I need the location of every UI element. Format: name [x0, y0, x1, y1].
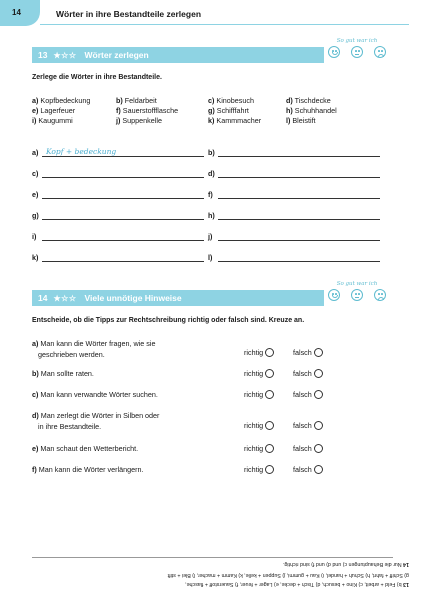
answer-line-f[interactable]: f) [208, 189, 380, 199]
answer-line-k[interactable]: k) [32, 252, 204, 262]
task-13-header [32, 47, 324, 63]
sad-face-icon[interactable] [374, 46, 386, 58]
neutral-face-icon[interactable] [351, 289, 363, 301]
word-list [32, 96, 392, 126]
word-item: j) Suppenkelle [116, 116, 162, 125]
checkbox-circle-icon [265, 465, 274, 474]
page-number: 14 [12, 8, 21, 17]
statement-text: f) Man kann die Wörter verlängern. [32, 465, 144, 474]
answer-line-e[interactable]: e) [32, 189, 204, 199]
task-14-header [32, 290, 324, 306]
solution-line-1: 13 b) Feld + arbeit, c) Kino + besuch, d) Tisch + decke, e) Lager + feuer, f) Sauerstoff + flasche, [185, 581, 409, 587]
solution-line-3: 14 Nur die Behauptungen c) und d) und f) sind richtig. [282, 561, 409, 567]
checkbox-circle-icon [314, 421, 323, 430]
sad-face-icon[interactable] [374, 289, 386, 301]
task-14-instruction: Entscheide, ob die Tipps zur Rechtschreibung richtig oder falsch sind. Kreuze an. [32, 317, 305, 324]
answer-line-l[interactable]: l) [208, 252, 380, 262]
neutral-face-icon[interactable] [351, 46, 363, 58]
checkbox-circle-icon [265, 444, 274, 453]
task-13-number: 13 [38, 50, 48, 60]
word-item: b) Feldarbeit [116, 96, 157, 105]
task-14-self-rating [328, 281, 386, 301]
checkbox-circle-icon [314, 348, 323, 357]
true-option[interactable]: richtig [244, 390, 274, 399]
checkbox-circle-icon [314, 465, 323, 474]
happy-face-icon[interactable] [328, 289, 340, 301]
answer-line-j[interactable]: j) [208, 231, 380, 241]
checkbox-circle-icon [265, 421, 274, 430]
word-item: f) Sauerstoffflasche [116, 106, 179, 115]
word-item: g) Schifffahrt [208, 106, 249, 115]
checkbox-circle-icon [265, 390, 274, 399]
false-option[interactable]: falsch [293, 369, 323, 378]
checkbox-circle-icon [265, 348, 274, 357]
checkbox-circle-icon [314, 369, 323, 378]
false-option[interactable]: falsch [293, 421, 323, 430]
false-option[interactable]: falsch [293, 444, 323, 453]
title-rule [40, 24, 409, 25]
answer-line-g[interactable]: g) [32, 210, 204, 220]
statement-text: b) Man sollte raten. [32, 369, 94, 378]
answer-line-i[interactable]: i) [32, 231, 204, 241]
answer-line-b[interactable]: b) [208, 147, 380, 157]
handwritten-answer: Kopf + bedeckung [46, 147, 117, 156]
answer-line-d[interactable]: d) [208, 168, 380, 178]
true-option[interactable]: richtig [244, 465, 274, 474]
checkbox-circle-icon [314, 444, 323, 453]
task-13-self-rating [328, 38, 386, 58]
task-14-title: Viele unnötige Hinweise [84, 293, 182, 303]
word-item: h) Schuhhandel [286, 106, 337, 115]
page-number-tab [0, 0, 40, 26]
task-13-title: Wörter zerlegen [84, 50, 149, 60]
false-option[interactable]: falsch [293, 348, 323, 357]
answer-line-c[interactable]: c) [32, 168, 204, 178]
true-option[interactable]: richtig [244, 444, 274, 453]
word-item: k) Kammmacher [208, 116, 262, 125]
true-option[interactable]: richtig [244, 348, 274, 357]
word-item: e) Lagerfeuer [32, 106, 76, 115]
word-item: c) Kinobesuch [208, 96, 254, 105]
task-13-difficulty-stars: ★☆☆ [53, 50, 77, 60]
statement-text: d) Man zerlegt die Wörter in Silben oder in ihre Bestandteile. [32, 411, 160, 431]
rating-label: So gut war ich [336, 281, 378, 287]
false-option[interactable]: falsch [293, 465, 323, 474]
footer-rule [32, 557, 393, 558]
statement-text: e) Man schaut den Wetterbericht. [32, 444, 139, 453]
statement-text: a) Man kann die Wörter fragen, wie sie geschrieben werden. [32, 339, 156, 359]
false-option[interactable]: falsch [293, 390, 323, 399]
page-title: Wörter in ihre Bestandteile zerlegen [56, 9, 202, 19]
word-item: l) Bleistift [286, 116, 316, 125]
checkbox-circle-icon [265, 369, 274, 378]
answer-line-a[interactable]: a) Kopf + bedeckung [32, 147, 204, 157]
true-option[interactable]: richtig [244, 369, 274, 378]
rating-label: So gut war ich [336, 38, 378, 44]
checkbox-circle-icon [314, 390, 323, 399]
word-item: i) Kaugummi [32, 116, 73, 125]
task-14-number: 14 [38, 293, 48, 303]
task-13-instruction: Zerlege die Wörter in ihre Bestandteile. [32, 74, 162, 81]
true-option[interactable]: richtig [244, 421, 274, 430]
happy-face-icon[interactable] [328, 46, 340, 58]
task-14-difficulty-stars: ★☆☆ [53, 293, 77, 303]
word-item: a) Kopfbedeckung [32, 96, 91, 105]
answer-line-h[interactable]: h) [208, 210, 380, 220]
statement-text: c) Man kann verwandte Wörter suchen. [32, 390, 158, 399]
solution-line-2: g) Schiff + fahrt, h) Schuh + handel, i) Kau + gummi, j) Suppen + kelle, k) Kamm + macher, l) Blei + stift [167, 572, 409, 578]
word-item: d) Tischdecke [286, 96, 331, 105]
